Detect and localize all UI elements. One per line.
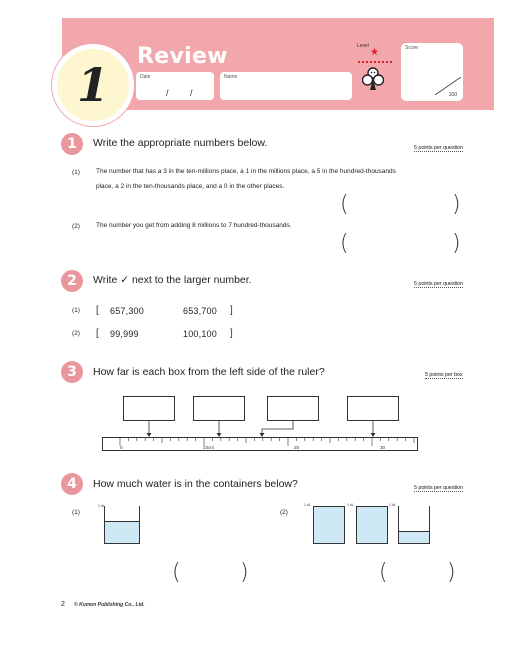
item-number: (2)	[72, 223, 80, 230]
question-number: 2	[61, 270, 83, 292]
date-separator: /	[166, 88, 169, 98]
container-label: 1 dL	[347, 503, 354, 507]
question-number: 3	[61, 361, 83, 383]
check-bracket-open[interactable]: [	[96, 328, 99, 339]
level-star-icon: ★	[370, 47, 379, 58]
ruler-label: 10cm	[203, 445, 215, 450]
number-option: 657,300	[110, 306, 144, 316]
lesson-number: 1	[76, 58, 109, 112]
water-container	[104, 506, 140, 544]
container-label: 1 dL	[389, 503, 396, 507]
number-option: 653,700	[183, 306, 217, 316]
answer-paren-open: (	[172, 560, 181, 585]
number-option: 99,999	[110, 329, 139, 339]
water-container	[313, 506, 345, 544]
water-level	[357, 506, 387, 543]
water-container	[356, 506, 388, 544]
container-label: 1 dL	[98, 504, 105, 508]
container-label: 1 dL	[304, 503, 311, 507]
answer-blank[interactable]	[391, 563, 445, 585]
water-level	[314, 506, 344, 543]
number-option: 100,100	[183, 329, 217, 339]
water-level	[399, 531, 429, 543]
answer-paren-close: )	[452, 231, 461, 256]
score-max: 100	[448, 92, 457, 98]
page-number: 2	[61, 601, 65, 608]
question-instruction: How far is each box from the left side of the ruler?	[93, 366, 325, 378]
question-instruction: Write the appropriate numbers below.	[93, 137, 268, 149]
answer-paren-close: )	[447, 560, 456, 585]
question-instruction: How much water is in the containers below?	[93, 478, 298, 490]
question-number: 4	[61, 473, 83, 495]
check-bracket-close[interactable]: ]	[230, 305, 233, 316]
ruler-label: 0	[120, 445, 123, 450]
answer-paren-close: )	[452, 192, 461, 217]
check-bracket-close[interactable]: ]	[230, 328, 233, 339]
water-level	[105, 521, 139, 543]
ruler-label: 20	[294, 445, 300, 450]
ruler-ticks	[102, 437, 418, 451]
answer-paren-open: (	[379, 560, 388, 585]
item-number: (2)	[72, 330, 80, 337]
item-number: (2)	[280, 509, 288, 516]
date-label: Date	[140, 74, 151, 80]
item-number: (1)	[72, 509, 80, 516]
answer-paren-open: (	[340, 231, 349, 256]
question-instruction: Write ✓ next to the larger number.	[93, 274, 252, 286]
item-number: (1)	[72, 169, 80, 176]
level-label: Level	[357, 43, 369, 49]
page-title: Review	[137, 44, 228, 69]
item-text: The number you get from adding 8 millions to 7 hundred-thousands.	[96, 222, 292, 229]
copyright: © Kumon Publishing Co., Ltd.	[74, 602, 145, 608]
item-text: place, a 2 in the ten-thousands place, and a 0 in the other places.	[96, 183, 285, 190]
answer-blank[interactable]	[184, 563, 238, 585]
answer-paren-close: )	[240, 560, 249, 585]
question-number: 1	[61, 133, 83, 155]
points-label: 5 points per box	[425, 372, 463, 378]
ruler-label: 30	[380, 445, 386, 450]
name-label: Name	[224, 74, 238, 80]
points-label: 5 points per question	[414, 145, 463, 151]
water-container	[398, 506, 430, 544]
score-label: Score	[405, 45, 419, 51]
points-label: 5 points per question	[414, 485, 463, 491]
item-text: The number that has a 3 in the ten-millions place, a 1 in the millions place, a 5 in the hundred-thousands	[96, 168, 396, 175]
check-bracket-open[interactable]: [	[96, 305, 99, 316]
answer-paren-open: (	[340, 192, 349, 217]
points-label: 5 points per question	[414, 281, 463, 287]
date-separator: /	[190, 88, 193, 98]
item-number: (1)	[72, 307, 80, 314]
